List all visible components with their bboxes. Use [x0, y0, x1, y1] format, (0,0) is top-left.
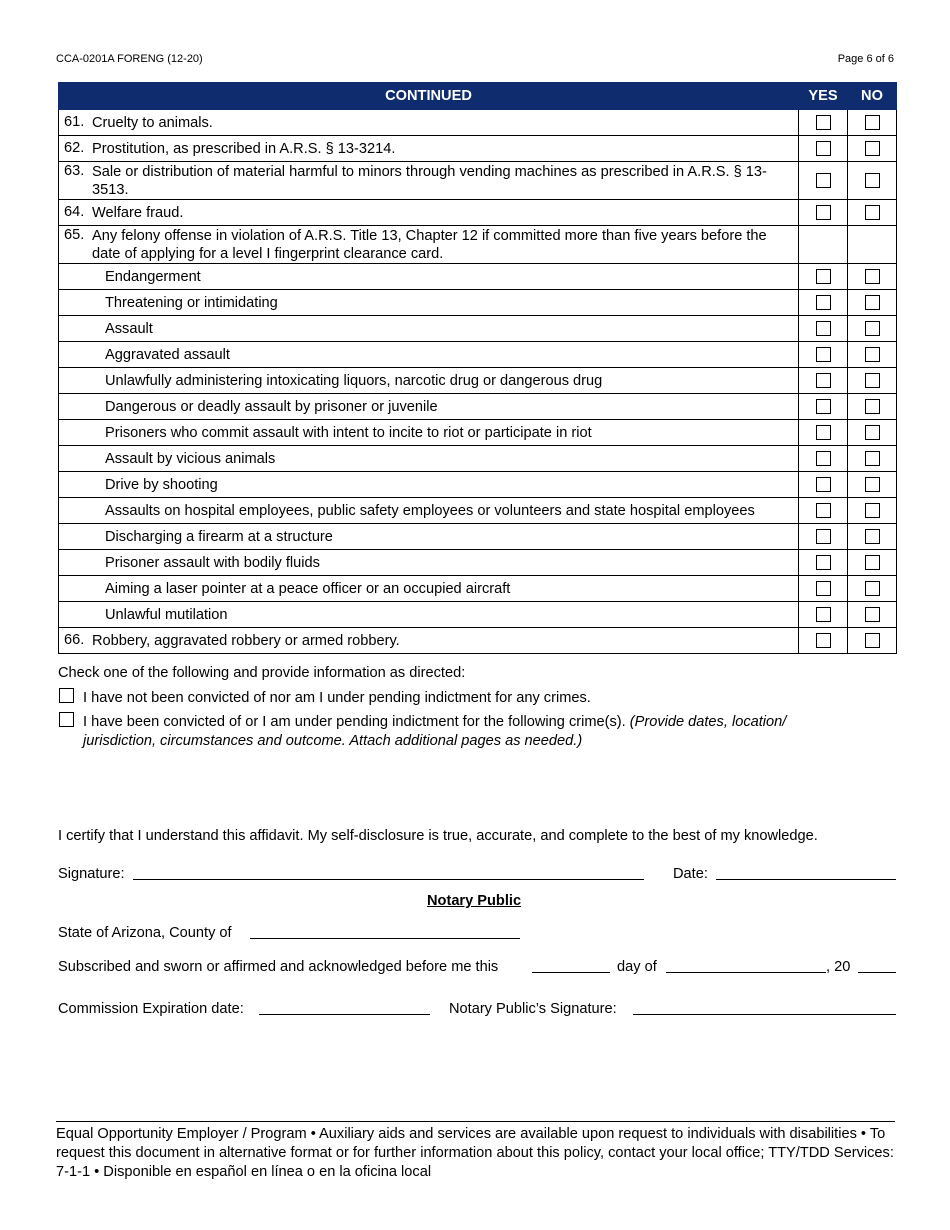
subitem-text: Drive by shooting	[59, 472, 799, 498]
table-row	[59, 316, 897, 342]
convicted-note: (Provide dates, location/ jurisdiction, circumstances and outcome. Attach additional pages as needed.)	[83, 714, 787, 749]
no-checkbox[interactable]	[865, 173, 880, 188]
year-prefix: , 20	[826, 959, 851, 975]
yes-header: YES	[799, 83, 848, 110]
subitem-text: Prisoners who commit assault with intent to incite to riot or participate in riot	[59, 420, 799, 446]
no-checkbox[interactable]	[865, 115, 880, 130]
no-checkbox[interactable]	[865, 205, 880, 220]
no-header: NO	[848, 83, 897, 110]
row-number: 65.	[64, 226, 85, 243]
no-checkbox[interactable]	[865, 425, 880, 440]
no-checkbox[interactable]	[865, 373, 880, 388]
table-row	[59, 136, 897, 162]
no-checkbox[interactable]	[865, 581, 880, 596]
subitem-text: Unlawfully administering intoxicating liquors, narcotic drug or dangerous drug	[59, 368, 799, 394]
subitem-text: Assault by vicious animals	[59, 446, 799, 472]
yes-checkbox[interactable]	[816, 477, 831, 492]
year-line[interactable]	[858, 972, 896, 973]
row-number: 66.	[64, 631, 85, 648]
table-row	[59, 200, 897, 226]
yes-checkbox[interactable]	[816, 555, 831, 570]
subitem-text: Threatening or intimidating	[59, 290, 799, 316]
no-checkbox[interactable]	[865, 633, 880, 648]
yes-checkbox[interactable]	[816, 529, 831, 544]
yes-checkbox[interactable]	[816, 373, 831, 388]
no-checkbox[interactable]	[865, 503, 880, 518]
yes-checkbox[interactable]	[816, 633, 831, 648]
no-checkbox[interactable]	[865, 295, 880, 310]
table-row	[59, 602, 897, 628]
row-text: Welfare fraud.	[92, 204, 184, 221]
table-row	[59, 420, 897, 446]
yes-checkbox[interactable]	[816, 347, 831, 362]
notary-signature-line[interactable]	[633, 1014, 896, 1015]
notary-title: Notary Public	[427, 893, 522, 909]
commission-label: Commission Expiration date:	[58, 1001, 244, 1017]
table-row	[59, 264, 897, 290]
no-checkbox[interactable]	[865, 347, 880, 362]
sworn-label: Subscribed and sworn or affirmed and acknowledged before me this	[58, 959, 499, 975]
yes-checkbox[interactable]	[816, 581, 831, 596]
table-row	[59, 226, 897, 264]
commission-line[interactable]	[259, 1014, 430, 1015]
yes-checkbox[interactable]	[816, 321, 831, 336]
row-number: 63.	[64, 162, 85, 179]
subitem-text: Discharging a firearm at a structure	[59, 524, 799, 550]
page-number: Page 6 of 6	[837, 53, 894, 65]
table-row	[59, 110, 897, 136]
certify-statement: I certify that I understand this affidavit. My self-disclosure is true, accurate, and complete to the best of my knowledge.	[58, 828, 818, 844]
table-row	[59, 162, 897, 200]
row-number: 62.	[64, 139, 85, 156]
table-row	[59, 290, 897, 316]
table-row	[59, 524, 897, 550]
table-row	[59, 498, 897, 524]
date-label: Date:	[673, 866, 708, 882]
month-line[interactable]	[666, 972, 826, 973]
check-intro: Check one of the following and provide information as directed:	[58, 665, 466, 681]
row-text: Prostitution, as prescribed in A.R.S. § 13-3214.	[92, 140, 396, 157]
convicted-checkbox[interactable]	[59, 712, 74, 727]
row-text: Any felony offense in violation of A.R.S. Title 13, Chapter 12 if committed more than five years before the date of applying for a level I fingerprint clearance card.	[92, 227, 767, 262]
row-text: Sale or distribution of material harmful to minors through vending machines as prescribed in A.R.S. § 13-3513.	[92, 163, 767, 198]
notary-signature-label: Notary Public’s Signature:	[449, 1001, 617, 1017]
subitem-text: Prisoner assault with bodily fluids	[59, 550, 799, 576]
yes-checkbox[interactable]	[816, 205, 831, 220]
table-row	[59, 394, 897, 420]
yes-checkbox[interactable]	[816, 115, 831, 130]
table-row	[59, 550, 897, 576]
yes-checkbox[interactable]	[816, 607, 831, 622]
yes-checkbox[interactable]	[816, 173, 831, 188]
subitem-text: Assault	[59, 316, 799, 342]
no-checkbox[interactable]	[865, 451, 880, 466]
no-checkbox[interactable]	[865, 607, 880, 622]
table-row	[59, 342, 897, 368]
county-label: State of Arizona, County of	[58, 925, 232, 941]
table-row	[59, 472, 897, 498]
subitem-text: Unlawful mutilation	[59, 602, 799, 628]
convicted-text: I have been convicted of or I am under pending indictment for the following crime(s).	[83, 714, 626, 730]
day-of-label: day of	[617, 959, 657, 975]
no-checkbox[interactable]	[865, 477, 880, 492]
table-row	[59, 628, 897, 654]
no-checkbox[interactable]	[865, 269, 880, 284]
table-title: CONTINUED	[59, 83, 799, 110]
yes-checkbox[interactable]	[816, 503, 831, 518]
date-line[interactable]	[716, 879, 896, 880]
row-number: 64.	[64, 203, 85, 220]
yes-checkbox[interactable]	[816, 269, 831, 284]
subitem-text: Assaults on hospital employees, public safety employees or volunteers and state hospital employees	[59, 498, 799, 524]
subitem-text: Aggravated assault	[59, 342, 799, 368]
row-text: Robbery, aggravated robbery or armed robbery.	[92, 632, 400, 649]
row-text: Cruelty to animals.	[92, 114, 213, 131]
convicted-label	[83, 713, 853, 751]
row-number: 61.	[64, 113, 85, 130]
yes-checkbox[interactable]	[816, 399, 831, 414]
crimes-table	[58, 82, 897, 654]
footer-notice: Equal Opportunity Employer / Program • Auxiliary aids and services are available upon request to individuals with disabilities • To request this document in alternative format or for further information about this policy, contact your local office; TTY/TDD Services: 7-1-1 • Disponible en español en línea o en la oficina local	[56, 1121, 895, 1182]
no-checkbox[interactable]	[865, 141, 880, 156]
no-checkbox[interactable]	[865, 321, 880, 336]
no-checkbox[interactable]	[865, 529, 880, 544]
no-checkbox[interactable]	[865, 555, 880, 570]
no-checkbox[interactable]	[865, 399, 880, 414]
form-id: CCA-0201A FORENG (12-20)	[56, 53, 203, 65]
yes-checkbox[interactable]	[816, 295, 831, 310]
subitem-text: Dangerous or deadly assault by prisoner or juvenile	[59, 394, 799, 420]
yes-checkbox[interactable]	[816, 425, 831, 440]
signature-line[interactable]	[133, 879, 644, 880]
county-line[interactable]	[250, 938, 520, 939]
signature-label: Signature:	[58, 866, 125, 882]
subitem-text: Endangerment	[59, 264, 799, 290]
table-row	[59, 368, 897, 394]
yes-checkbox[interactable]	[816, 141, 831, 156]
not-convicted-label: I have not been convicted of nor am I under pending indictment for any crimes.	[83, 690, 591, 706]
not-convicted-checkbox[interactable]	[59, 688, 74, 703]
table-row	[59, 576, 897, 602]
day-line[interactable]	[532, 972, 610, 973]
yes-checkbox[interactable]	[816, 451, 831, 466]
table-row	[59, 446, 897, 472]
subitem-text: Aiming a laser pointer at a peace officer or an occupied aircraft	[59, 576, 799, 602]
